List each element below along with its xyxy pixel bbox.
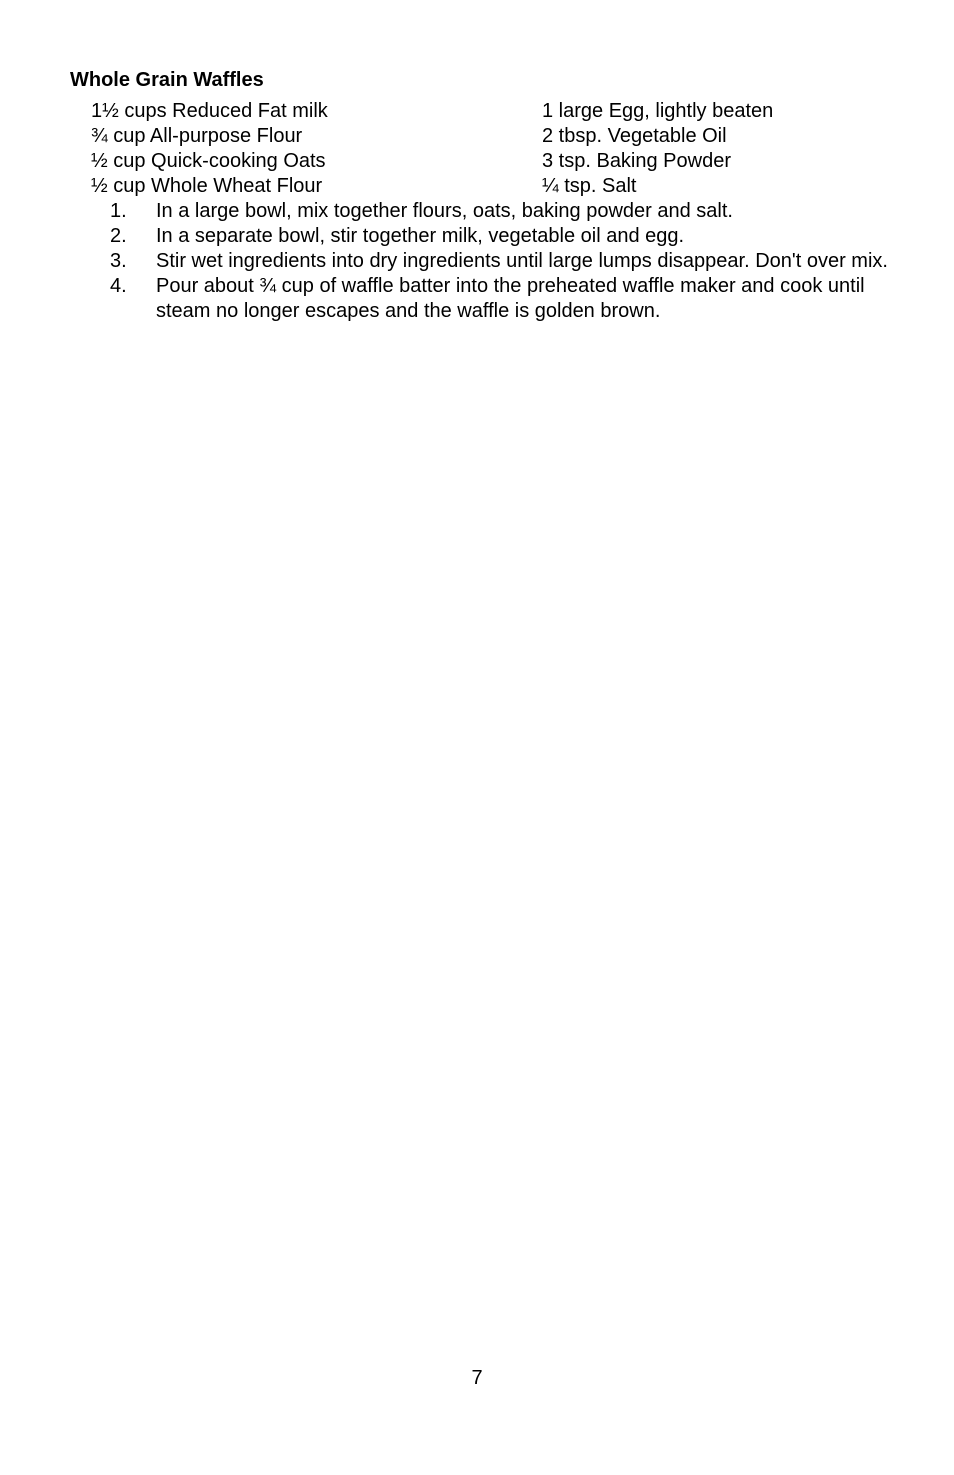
step-text: Stir wet ingredients into dry ingredients until large lumps disappear. Don't over mix. (156, 250, 888, 272)
ingredient-item: 1½ cups Reduced Fat milk (91, 100, 328, 122)
step-text: In a separate bowl, stir together milk, vegetable oil and egg. (156, 225, 685, 247)
ingredient-item: ½ cup Whole Wheat Flour (91, 175, 323, 197)
instruction-step (110, 224, 900, 249)
ingredient-row (91, 149, 891, 174)
page-number: 7 (471, 1367, 483, 1389)
step-number: 1. (110, 200, 127, 222)
ingredients-list (91, 99, 891, 199)
ingredient-row (91, 124, 891, 149)
ingredient-row (91, 99, 891, 124)
ingredient-item: ¼ tsp. Salt (542, 175, 637, 197)
recipe-title: Whole Grain Waffles (70, 69, 264, 91)
instruction-step (110, 249, 900, 274)
step-number: 3. (110, 250, 127, 272)
step-number: 4. (110, 275, 127, 297)
instruction-step (110, 274, 900, 324)
instructions-list (110, 199, 900, 324)
ingredient-item: 3 tsp. Baking Powder (542, 150, 731, 172)
instruction-step (110, 199, 900, 224)
ingredient-item: ¾ cup All-purpose Flour (91, 125, 303, 147)
ingredient-item: ½ cup Quick-cooking Oats (91, 150, 326, 172)
step-number: 2. (110, 225, 127, 247)
step-text: Pour about ¾ cup of waffle batter into the preheated waffle maker and cook until steam no longer escapes and the waffle is golden brown. (156, 275, 865, 322)
ingredient-item: 2 tbsp. Vegetable Oil (542, 125, 727, 147)
ingredient-row (91, 174, 891, 199)
ingredient-item: 1 large Egg, lightly beaten (542, 100, 774, 122)
step-text: In a large bowl, mix together flours, oats, baking powder and salt. (156, 200, 733, 222)
